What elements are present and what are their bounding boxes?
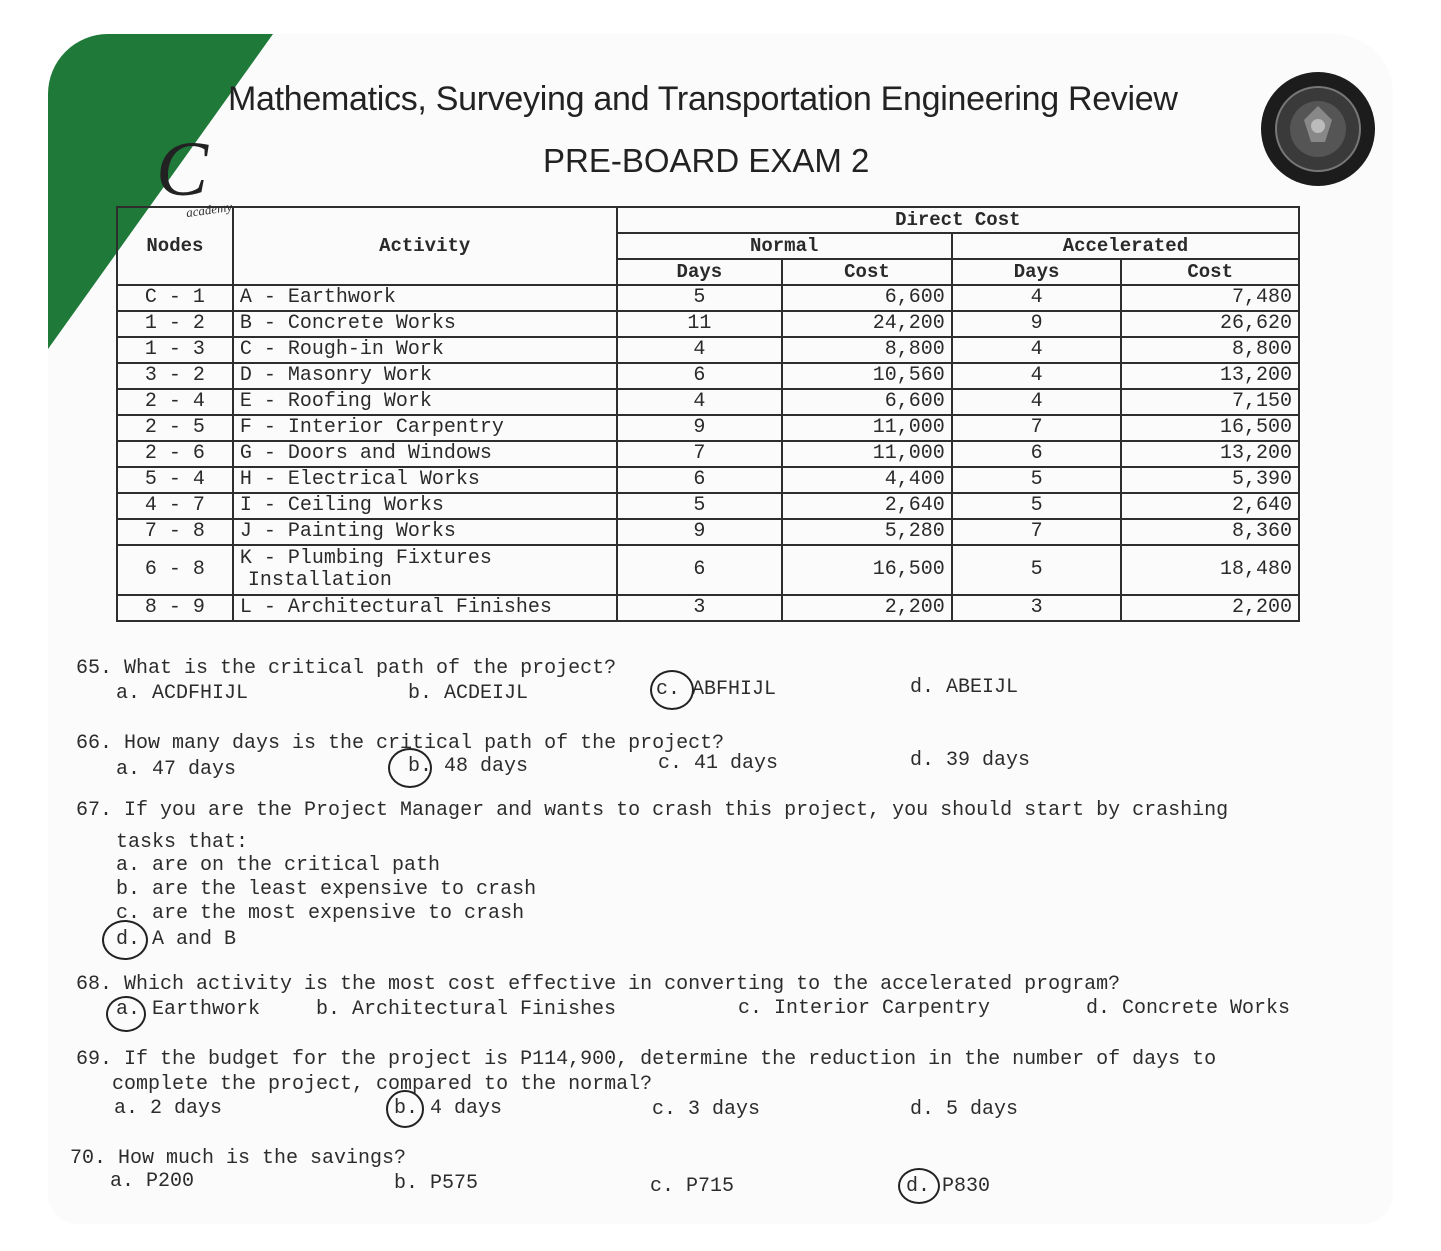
cell-normal-days: 9 [617,415,783,441]
cell-normal-days: 11 [617,311,783,337]
cell-nodes: 1 - 3 [117,337,233,363]
question-68-text: 68. Which activity is the most cost effective in converting to the accelerated program? [76,973,1121,996]
answer-circle-mark [388,748,432,788]
cell-nodes: 5 - 4 [117,467,233,493]
cell-nodes: 6 - 8 [117,545,233,595]
cell-nodes: 1 - 2 [117,311,233,337]
table-row [117,415,1299,441]
cell-accel-cost: 5,390 [1121,467,1299,493]
cell-nodes: 3 - 2 [117,363,233,389]
cell-normal-days: 5 [617,285,783,311]
q69-choice-d[interactable]: d. 5 days [910,1098,1019,1121]
q66-choice-a[interactable]: a. 47 days [116,758,237,781]
cell-accel-days: 7 [952,415,1122,441]
cell-normal-days: 6 [617,363,783,389]
cell-nodes: 8 - 9 [117,595,233,621]
table-row [117,337,1299,363]
table-row [117,545,1299,595]
cell-accel-days: 5 [952,467,1122,493]
table-row [117,519,1299,545]
header-accelerated: Accelerated [952,233,1299,259]
exam-title: PRE-BOARD EXAM 2 [543,142,870,179]
logo-script: academy [185,198,233,221]
cell-accel-cost: 16,500 [1121,415,1299,441]
cell-normal-cost: 2,200 [782,595,952,621]
cell-activity: J - Painting Works [233,519,617,545]
cell-activity: D - Masonry Work [233,363,617,389]
cell-normal-cost: 4,400 [782,467,952,493]
cell-normal-days: 6 [617,545,783,595]
cell-normal-days: 9 [617,519,783,545]
cell-normal-cost: 5,280 [782,519,952,545]
cell-activity: C - Rough-in Work [233,337,617,363]
cell-accel-days: 7 [952,519,1122,545]
header-normal-cost: Cost [782,259,952,285]
cell-normal-cost: 6,600 [782,389,952,415]
q67-choice-b[interactable]: b. are the least expensive to crash [116,878,537,901]
question-66-text: 66. How many days is the critical path of the project? [76,732,725,755]
cell-accel-cost: 7,150 [1121,389,1299,415]
header-normal: Normal [617,233,952,259]
cell-activity-line2: Installation [247,569,392,592]
cost-table [116,206,1300,622]
cell-activity: H - Electrical Works [233,467,617,493]
q68-choice-d[interactable]: d. Concrete Works [1086,997,1291,1020]
question-67-text-line2: tasks that: [116,831,249,854]
q69-choice-c[interactable]: c. 3 days [652,1098,761,1121]
cell-nodes: 4 - 7 [117,493,233,519]
cell-activity: B - Concrete Works [233,311,617,337]
q69-choice-a[interactable]: a. 2 days [114,1097,223,1120]
table-row [117,285,1299,311]
table-row [117,493,1299,519]
question-65-text: 65. What is the critical path of the project? [76,657,617,680]
cell-accel-cost: 8,360 [1121,519,1299,545]
cell-nodes: 2 - 5 [117,415,233,441]
table-row [117,311,1299,337]
cell-accel-days: 4 [952,337,1122,363]
q65-choice-a[interactable]: a. ACDFHIJL [116,682,249,705]
answer-circle-mark [106,996,146,1032]
review-title: Mathematics, Surveying and Transportation Engineering Review [228,80,1178,118]
cell-accel-days: 9 [952,311,1122,337]
cell-normal-days: 5 [617,493,783,519]
answer-circle-mark [650,670,694,710]
cell-nodes: C - 1 [117,285,233,311]
header-nodes: Nodes [117,207,233,285]
cell-activity: G - Doors and Windows [233,441,617,467]
question-70-text: 70. How much is the savings? [70,1147,407,1170]
q66-choice-d[interactable]: d. 39 days [910,749,1031,772]
cell-normal-cost: 2,640 [782,493,952,519]
table-row [117,389,1299,415]
cell-accel-cost: 7,480 [1121,285,1299,311]
header-accel-days: Days [952,259,1122,285]
q67-choice-a[interactable]: a. are on the critical path [116,854,441,877]
cell-accel-days: 5 [952,493,1122,519]
q69-choice-b[interactable]: b. 4 days [394,1097,503,1120]
cell-nodes: 2 - 4 [117,389,233,415]
q66-choice-b[interactable]: b. 48 days [408,755,529,778]
header-accel-cost: Cost [1121,259,1299,285]
q70-choice-d[interactable]: d. P830 [906,1175,991,1198]
question-69-text-line2: complete the project, compared to the normal? [112,1073,653,1096]
cell-normal-days: 6 [617,467,783,493]
cell-activity: L - Architectural Finishes [233,595,617,621]
cell-normal-cost: 11,000 [782,441,952,467]
answer-circle-mark [102,920,148,960]
q68-choice-b[interactable]: b. Architectural Finishes [316,998,617,1021]
cell-normal-cost: 24,200 [782,311,952,337]
cell-normal-cost: 8,800 [782,337,952,363]
cell-normal-days: 4 [617,389,783,415]
cell-accel-cost: 8,800 [1121,337,1299,363]
cell-accel-cost: 18,480 [1121,545,1299,595]
q70-choice-c[interactable]: c. P715 [650,1175,735,1198]
cell-normal-days: 7 [617,441,783,467]
q67-choice-d[interactable]: d. A and B [116,928,237,951]
q65-choice-c[interactable]: c. ABFHIJL [656,678,777,701]
cell-normal-cost: 16,500 [782,545,952,595]
q68-choice-a[interactable]: a. Earthwork [116,998,261,1021]
cell-accel-days: 4 [952,285,1122,311]
cell-nodes: 7 - 8 [117,519,233,545]
q67-choice-c[interactable]: c. are the most expensive to crash [116,902,525,925]
q65-choice-b[interactable]: b. ACDEIJL [408,682,529,705]
table-row [117,595,1299,621]
cell-accel-cost: 2,640 [1121,493,1299,519]
cell-activity: I - Ceiling Works [233,493,617,519]
seal-logo-icon [1259,70,1377,188]
cell-accel-days: 3 [952,595,1122,621]
header-activity: Activity [233,207,617,285]
logo-letter: C [156,125,209,212]
cell-accel-cost: 13,200 [1121,363,1299,389]
cell-activity: A - Earthwork [233,285,617,311]
cell-activity [233,545,617,595]
cell-accel-cost: 26,620 [1121,311,1299,337]
cell-accel-days: 5 [952,545,1122,595]
cell-activity: F - Interior Carpentry [233,415,617,441]
cell-accel-cost: 13,200 [1121,441,1299,467]
cell-normal-cost: 10,560 [782,363,952,389]
table-row [117,467,1299,493]
cell-normal-days: 3 [617,595,783,621]
cell-accel-days: 4 [952,389,1122,415]
cell-activity-line1: K - Plumbing Fixtures [239,547,492,570]
table-row [117,363,1299,389]
cell-normal-days: 4 [617,337,783,363]
q68-choice-c[interactable]: c. Interior Carpentry [738,997,991,1020]
table-row [117,441,1299,467]
question-67-text-line1: 67. If you are the Project Manager and wants to crash this project, you should start by crashing [76,799,1229,822]
header-normal-days: Days [617,259,783,285]
q66-choice-c[interactable]: c. 41 days [658,752,779,775]
cell-accel-days: 4 [952,363,1122,389]
cell-accel-cost: 2,200 [1121,595,1299,621]
answer-circle-mark [898,1168,940,1204]
cell-activity: E - Roofing Work [233,389,617,415]
question-69-text-line1: 69. If the budget for the project is P114,900, determine the reduction in the number of days to [76,1048,1217,1071]
cell-normal-cost: 11,000 [782,415,952,441]
cell-nodes: 2 - 6 [117,441,233,467]
q70-choice-a[interactable]: a. P200 [110,1170,195,1193]
answer-circle-mark [386,1090,424,1128]
q70-choice-b[interactable]: b. P575 [394,1172,479,1195]
cell-normal-cost: 6,600 [782,285,952,311]
header-direct-cost: Direct Cost [617,207,1299,233]
cell-accel-days: 6 [952,441,1122,467]
q65-choice-d[interactable]: d. ABEIJL [910,676,1019,699]
